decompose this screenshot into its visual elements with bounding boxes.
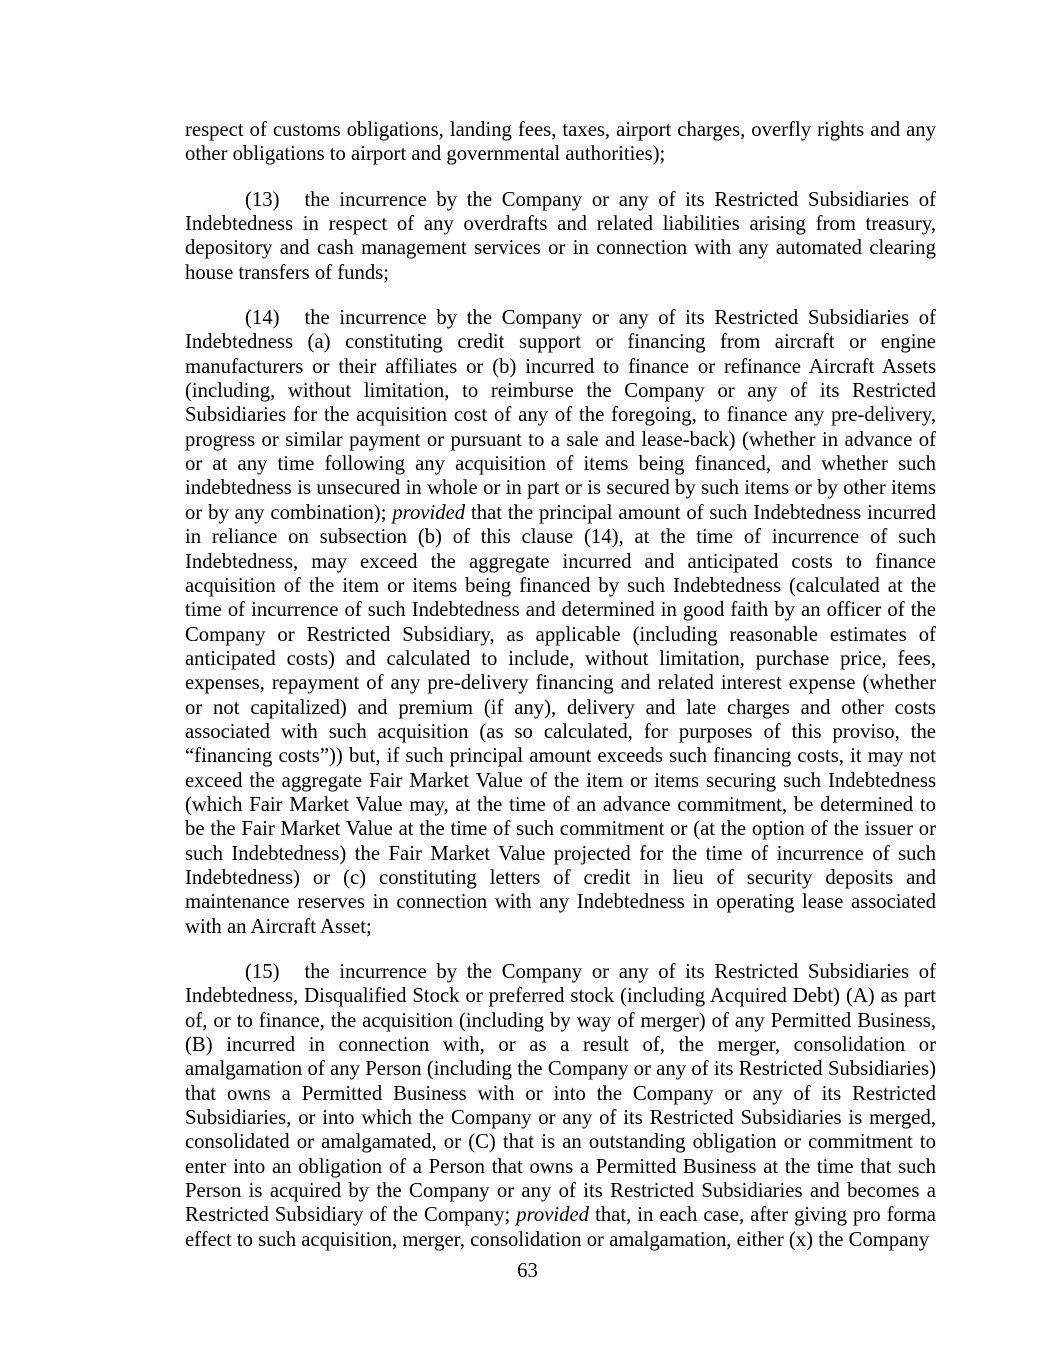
text-run: that, in each case, after giving pro forma effect to such acquisition, merger, consolidation or amalgamation, either (x) the Company [185,1204,936,1251]
italic-text: provided [392,501,466,524]
paragraph [185,118,936,167]
italic-text: provided [516,1204,590,1227]
page-number: 63 [517,1260,538,1282]
text-run: the incurrence by the Company or any of its Restricted Subsidiaries of Indebtedness (a) constituting credit support or financing from aircraft or engine manufacturers or their affiliates or (b) incurred to finance or refinance Aircraft Assets (including, without limitation, to reimburse the Company or any of its Restricted Subsidiaries for the acquisition cost of any of the foregoing, to finance any pre-delivery, progress or similar payment or pursuant to a sale and lease-back) (whether in advance of or at any time following any acquisition of items being financed, and whether such indebtedness is unsecured in whole or in part or is secured by such items or by other items or by any combination); [185,307,936,524]
paragraph [185,960,936,1252]
text-run: the incurrence by the Company or any of its Restricted Subsidiaries of Indebtedness in respect of any overdrafts and related liabilities arising from treasury, depository and cash management services or in connection with any automated clearing house transfers of funds; [185,188,936,284]
clause-number: (15) [245,961,280,983]
text-run: that the principal amount of such Indebtedness incurred in reliance on subsection (b) of this clause (14), at the time of incurrence of such Indebtedness, may exceed the aggregate incurred and anticipated costs to finance acquisition of the item or items being financed by such Indebtedness (calculated at the time of incurrence of such Indebtedness and determined in good faith by an officer of the Company or Restricted Subsidiary, as applicable (including reasonable estimates of anticipated costs) and calculated to include, without limitation, purchase price, fees, expenses, repayment of any pre-delivery financing and related interest expense (whether or not capitalized) and premium (if any), delivery and late charges and other costs associated with such acquisition (as so calculated, for purposes of this proviso, the “financing costs”)) but, if such principal amount exceeds such financing costs, it may not exceed the aggregate Fair Market Value of the item or items securing such Indebtedness (which Fair Market Value may, at the time of an advance commitment, be determined to be the Fair Market Value at the time of such commitment or (at the option of the issuer or such Indebtedness) the Fair Market Value projected for the time of incurrence of such Indebtedness) or (c) constituting letters of credit in lieu of security deposits and maintenance reserves in connection with any Indebtedness in operating lease associated with an Aircraft Asset; [185,501,936,938]
document-body [185,118,936,1273]
text-run: respect of customs obligations, landing fees, taxes, airport charges, overfly rights and any other obligations to airport and governmental authorities); [185,119,936,166]
text-run: the incurrence by the Company or any of its Restricted Subsidiaries of Indebtedness, Disqualified Stock or preferred stock (including Acquired Debt) (A) as part of, or to finance, the acquisition (including by way of merger) of any Permitted Business, (B) incurred in connection with, or as a result of, the merger, consolidation or amalgamation of any Person (including the Company or any of its Restricted Subsidiaries) that owns a Permitted Business with or into the Company or any of its Restricted Subsidiaries, or into which the Company or any of its Restricted Subsidiaries is merged, consolidated or amalgamated, or (C) that is an outstanding obligation or commitment to enter into an obligation of a Person that owns a Permitted Business at the time that such Person is acquired by the Company or any of its Restricted Subsidiaries and becomes a Restricted Subsidiary of the Company; [185,961,936,1227]
clause-number: (13) [245,188,280,211]
paragraph [185,306,936,939]
clause-number: (14) [245,307,280,330]
paragraph [185,188,936,285]
